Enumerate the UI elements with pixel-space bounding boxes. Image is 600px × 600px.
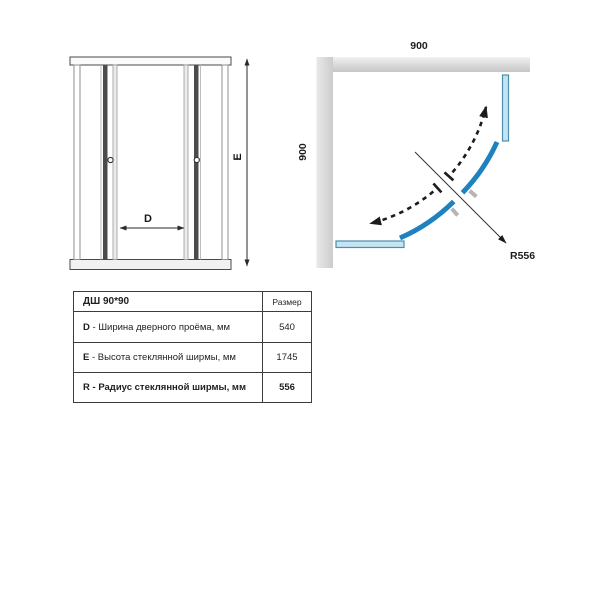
- front-left-frame: [74, 65, 80, 260]
- plan-top-dimension-label: 900: [410, 40, 428, 52]
- size-column-header: Размер: [263, 292, 312, 312]
- dim-d-label: D - Ширина дверного проёма, мм: [74, 312, 263, 343]
- radius-label: R556: [510, 250, 536, 262]
- plan-side-dimension-label: 900: [297, 143, 309, 161]
- plan-left-wall: [317, 57, 334, 268]
- front-bottom-rail: [70, 260, 231, 270]
- height-dimension-label: E: [232, 153, 244, 161]
- front-left-door-stile: [103, 65, 108, 260]
- front-top-rail: [70, 57, 231, 65]
- plan-top-wall: [317, 57, 531, 72]
- table-row: [74, 312, 312, 343]
- door-width-dimension-label: D: [144, 213, 152, 225]
- slide-direction-arrow-left: [371, 192, 434, 224]
- front-left-opening-jamb: [113, 65, 117, 260]
- slide-direction-arrow-up: [453, 107, 487, 172]
- plan-bottom-fixed-panel: [336, 241, 404, 248]
- slide-arrow-tail-tick: [433, 184, 441, 193]
- dim-r-value: 556: [263, 373, 312, 403]
- model-name: ДШ 90*90: [74, 292, 263, 312]
- plan-right-fixed-panel: [503, 75, 509, 141]
- table-row: [74, 343, 312, 373]
- table-header-row: [74, 292, 312, 312]
- front-right-frame: [222, 65, 228, 260]
- dim-e-label: E - Высота стеклянной ширмы, мм: [74, 343, 263, 373]
- table-row: [74, 373, 312, 403]
- front-view-diagram: [60, 50, 260, 280]
- plan-door-handle-icon: [452, 209, 458, 216]
- front-right-opening-jamb: [184, 65, 188, 260]
- curved-glass-door-lower: [400, 202, 454, 239]
- dim-d-value: 540: [263, 312, 312, 343]
- right-door-handle-icon: [194, 157, 199, 162]
- radius-leader-line: [415, 152, 506, 243]
- plan-door-handle-icon: [470, 191, 477, 197]
- dim-e-value: 1745: [263, 343, 312, 373]
- plan-view-diagram: [290, 30, 560, 275]
- slide-arrow-tail-tick: [445, 172, 454, 180]
- spec-table: [73, 291, 312, 403]
- dim-r-label: R - Радиус стеклянной ширмы, мм: [74, 373, 263, 403]
- left-door-handle-icon: [108, 157, 113, 162]
